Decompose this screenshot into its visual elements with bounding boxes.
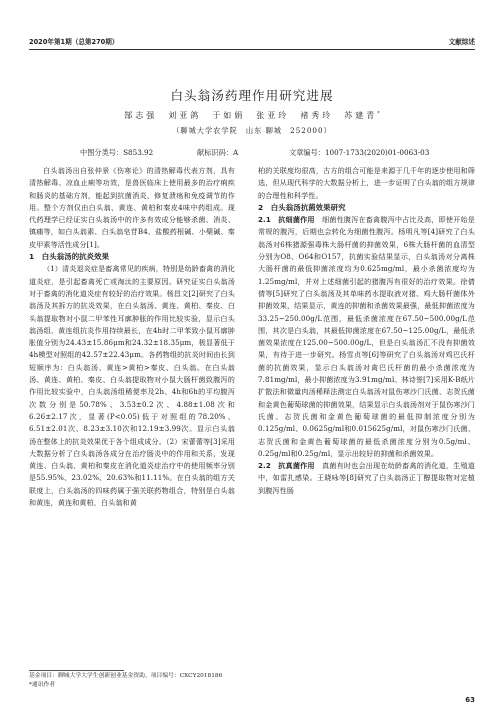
paragraph-continued: 柏的关联度均很高，古方的组合可能是来源于几千年的逐步使用和筛选，但从现代科学的大数据分析上，进一步证明了白头翁的组方规律的合理性和科学性。 [258, 166, 475, 200]
paragraph-antifungal: 真菌有时也会出现在幼龄畜禽的消化道，生殖道中，如雷扎感染。王晓咏等[8]研究了白头翁汤正丁醇提取物对定植到腹泻性肠 [258, 461, 475, 495]
affiliation: （聊城大学农学院 山东 聊城 252000） [172, 126, 332, 135]
paragraph-antibacterial: 细菌性腹泻在畜禽腹泻中占比及高，即使开始是常规的腹泻，后期也会转化为细菌性腹泻。杨明凡等[4]研究了白头翁汤对6株猪源强毒株大肠杆菌的抑菌效果，6株大肠杆菌的血清型分别为O8、O64和O157，抗菌实验结果显示，白头翁汤对分离株大肠杆菌的最低抑菌浓度均为0.625mg/ml，最小杀菌浓度均为1.25mg/ml，并对上述细菌引起的猪腹泻有很好的治疗效果。徐倩倩等[5]研究了白头翁汤及其单味药水提取液对猪、鸡大肠杆菌体外抑菌效果，结果显示，黄连的抑菌和杀菌效果最强，最低抑菌浓度为33.25~250.00g/L范围，最低杀菌浓度在67.50~500.00g/L范围，其次是白头翁，其最低抑菌浓度在67.50~125.00g/L，最低杀菌效果浓度在125.00~500.00g/L，但是白头翁汤汇不没有抑菌效果，有待于进一步研究。杨雪贞等[6]等研究了白头翁汤对鸡巴氏杆菌的抗菌效果，显示白头翁汤对禽巴氏杆菌的最小杀菌浓度为7.81mg/ml，最小抑菌浓度为3.91mg/ml。林诗誉[7]采用K-B纸片扩散法和微量肉汤稀释法测定白头翁汤对鼠伤寒沙门氏菌、志贺氏菌和金黄色葡萄球菌的抑菌效果，结果显示白头翁汤剂对于鼠伤寒沙门氏菌、志贺氏菌和金黄色葡萄球菌的最低抑制浓度分别为0.125g/ml、0.0625g/ml和0.015625g/ml，对鼠伤寒沙门氏菌、志贺氏菌和金黄色葡萄球菌的最低杀菌浓度分别为0.5g/ml、0.25g/ml和0.25g/ml，显示出较好的抑菌和杀菌效果。 [258, 215, 475, 458]
footnotes [29, 672, 222, 689]
fund-note: 基金项目：聊城大学大学生创新创业基金资助，项目编号：CXCY2018186 [29, 673, 223, 679]
article-number: 文章编号：1007-1733(2020)01-0063-03 [289, 148, 430, 157]
paragraph-anti-inflammatory: （1）清炎退炎症是畜禽常见的疾病，特别是幼龄畜禽的消化道炎症，是引起畜禽死亡或淘汰的主要原因。研究证实白头翁汤对于畜禽的消化道炎症有较好的治疗效果。杨昌文[2]研究了白头翁汤及其拆方的抗炎效果，在白头翁汤、黄连、黄柏、秦皮、白头翁提取物对小鼠二甲苯性耳廓肿胀的作用比较实验，显示白头翁汤组、黄连组抗炎作用持续最长，在4h时二甲苯致小鼠耳廓肿胀值分别为24.43±15.86μm和24.32±18.35μm，极显著低于4h模型对照组的42.57±22.43μm。各药物组的抗炎时间由长到短顺序为：白头翁汤、黄连>黄柏>秦皮、白头翁。在白头翁汤、黄连、黄柏、秦皮、白头翁提取物对小鼠大肠杆菌致腹泻的作用比较实验中，白头翁汤组稀便率及2h、4h和6h的平均腹泻次数分别是50.78%、3.53±0.2次、4.88±1.08次和6.26±2.17次，显著(P<0.05)低于对照组的78.20%、6.51±2.01次、8.23±3.10次和12.19±3.99次。显示白头翁汤在整体上的抗炎效果优于各个组成成分。（2）宋蕾蕾等[3]采用大数据分析了白头翁汤各成分在治疗肠炎中的作用和关系，发现黄连、白头翁、黄柏和秦皮在消化道炎症治疗中的使用频率分别是55.95%、23.02%、20.63%和11.11%。在白头翁的组方关联度上，白头翁汤的四味药属于强关联药物组合，特别是白头翁和黄连，黄连和黄柏，白头翁和黄 [29, 264, 235, 508]
right-column [258, 165, 475, 497]
corresponding-mark: * [377, 110, 380, 117]
document-code: 献标识码：A [197, 148, 239, 157]
section-name: 文献综述 [448, 38, 475, 46]
clc-number: 中图分类号：S853.92 [80, 148, 154, 157]
section-heading-1: 1 白头翁汤的抗炎效果 [29, 252, 110, 262]
section-heading-2: 2 白头翁汤抗菌效果研究 [258, 202, 346, 212]
corresponding-note: *通讯作者 [29, 681, 56, 688]
authors-text: 郜志强 刘亚鸽 于如娟 张亚玲 褚秀玲 苏建青 [124, 111, 378, 120]
footnote-rule [29, 670, 124, 671]
article-title: 白头翁汤药理作用研究进展 [170, 88, 334, 103]
author-list [0, 110, 504, 121]
journal-issue: 2020年第1期（总第270期） [29, 38, 119, 46]
left-column [29, 165, 235, 509]
running-header [29, 36, 475, 48]
intro-paragraph: 白头翁汤出自张仲景《伤寒论》的清热解毒代表方剂，具有清热解毒、凉血止痢等功效，是兽医临床上使用最多的治疗痢疾和肠炎的基础方剂，能起到抗菌消炎、修复溃疡和免疫调节的作用。整个方剂仅由白头翁、黄连、黄柏和秦皮4味中药组成。现代药理学已经证实白头翁汤中的许多有效成分能够杀菌、消炎、镇痛等，如白头翁素、白头翁皂苷B4、盐酸药根碱、小檗碱、秦皮甲素等活性成分[1]。 [29, 166, 235, 249]
subheading-2-1: 2.1 抗细菌作用 [258, 215, 315, 225]
header-rule [29, 49, 475, 50]
subheading-2-2: 2.2 抗真菌作用 [258, 461, 315, 471]
page-number: 63 [465, 696, 475, 704]
